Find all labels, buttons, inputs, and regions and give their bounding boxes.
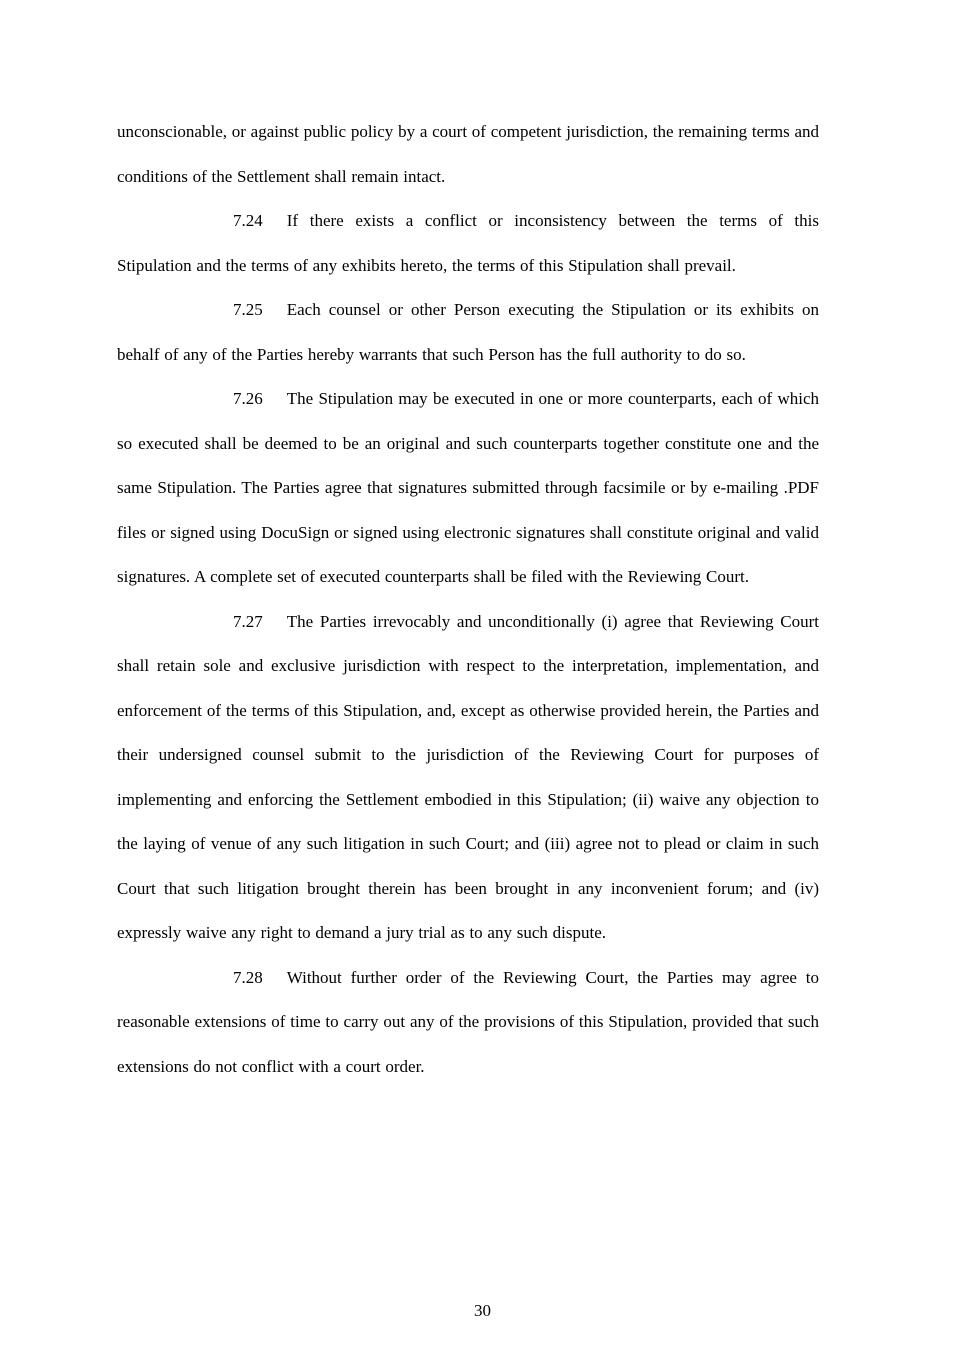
paragraph-text: Without further order of the Reviewing Court, the Parties may agree to reasonable extensions of time to carry out any of the provisions of this Stipulation, provided that such extensions do not conflict with a court order. — [117, 967, 819, 1076]
paragraph-7-26 — [117, 377, 819, 600]
paragraph-number: 7.24 — [233, 211, 263, 230]
paragraph-text: The Stipulation may be executed in one or more counterparts, each of which so executed shall be deemed to be an original and such counterparts together constitute one and the same Stipulation. The Parties agree that signatures submitted through facsimile or by e-mailing .PDF files or signed using DocuSign or signed using electronic signatures shall constitute original and valid signatures. A complete set of executed counterparts shall be filed with the Reviewing Court. — [117, 389, 819, 586]
paragraph-number: 7.27 — [233, 611, 263, 631]
page-number: 30 — [474, 1301, 491, 1320]
paragraph-7-28 — [117, 956, 819, 1090]
paragraph-text: The Parties irrevocably and unconditionally (i) agree that Reviewing Court shall retain sole and exclusive jurisdiction with respect to the interpretation, implementation, and enforcement of the terms of this Stipulation, and, except as otherwise provided herein, the Parties and their undersigned counsel submit to the jurisdiction of the Reviewing Court for purposes of implementing and enforcing the Settlement embodied in this Stipulation; (ii) waive any objection to the laying of venue of any such litigation in such Court; and (iii) agree not to plead or claim in such Court that such litigation brought therein has been brought in any inconvenient forum; and (iv) expressly waive any right to demand a jury trial as to any such dispute. — [117, 611, 819, 942]
paragraph-7-27 — [117, 600, 819, 956]
paragraph-number: 7.25 — [233, 300, 263, 319]
paragraph-text: Each counsel or other Person executing the Stipulation or its exhibits on behalf of any of the Parties hereby warrants that such Person has the full authority to do so. — [117, 300, 819, 364]
paragraph-7-25 — [117, 288, 819, 377]
paragraph-number: 7.26 — [233, 389, 263, 408]
paragraph-text: unconscionable, or against public policy by a court of competent jurisdiction, the remaining terms and conditions of the Settlement shall remain intact. — [117, 122, 819, 186]
paragraph-text: If there exists a conflict or inconsistency between the terms of this Stipulation and the terms of any exhibits hereto, the terms of this Stipulation shall prevail. — [117, 211, 819, 275]
paragraph-number: 7.28 — [233, 967, 263, 987]
paragraph-continuation — [117, 110, 819, 199]
paragraph-7-24 — [117, 199, 819, 288]
